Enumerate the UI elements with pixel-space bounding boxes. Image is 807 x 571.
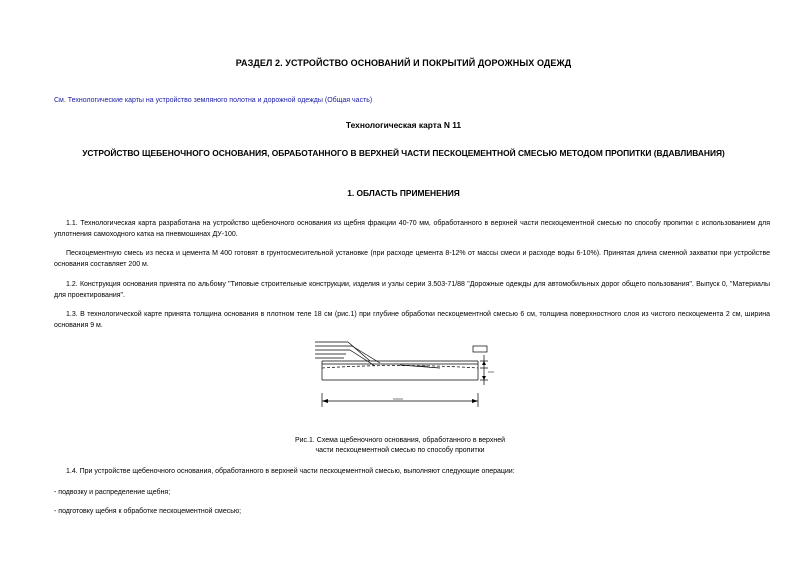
paragraph-1-2: 1.2. Конструкция основания принята по альбому "Типовые строительные конструкции, изделия и узлы серии 3.503-71/88 "Дорожные одежды для автомобильных дорог общего пользования". Выпуск 0, "Материалы для проектирования". xyxy=(54,281,770,299)
main-title: УСТРОЙСТВО ЩЕБЕНОЧНОГО ОСНОВАНИЯ, ОБРАБОТАННОГО В ВЕРХНЕЙ ЧАСТИ ПЕСКОЦЕМЕНТНОЙ СМЕСЬЮ МЕТОДОМ ПРОПИТКИ (ВДАВЛИВАНИЯ) xyxy=(82,148,725,158)
paragraph-1-1: 1.1. Технологическая карта разработана на устройство щебеночного основания из щебня фракции 40-70 мм, обработанного в верхней части пескоцементной смесью по способу пропитки с использованием для уплотнения самоходного катка на пневмошинах ДУ-100. xyxy=(54,220,770,238)
list-item: - подготовку щебня к обработке пескоцементной смесью; xyxy=(54,508,242,515)
section-heading: 1. ОБЛАСТЬ ПРИМЕНЕНИЯ xyxy=(347,188,460,198)
figure-caption xyxy=(230,436,570,456)
paragraph-mix: Пескоцементную смесь из песка и цемента М 400 готовят в грунтосмесительной установке (при расходе цемента 8-12% от массы смеси и расходе воды 6-10%). Принятая длина сменной захватки при устройстве основания составляет 200 м. xyxy=(54,250,770,268)
figure-caption-line-1: Рис.1. Схема щебеночного основания, обработанного в верхней xyxy=(294,437,506,444)
figure-caption-line-2: части пескоцементной смесью по способу пропитки xyxy=(315,447,485,454)
paragraph-1-4: 1.4. При устройстве щебеночного основания, обработанного в верхней части пескоцементной смесью, выполняют следующие операции: xyxy=(66,468,515,475)
section-title: РАЗДЕЛ 2. УСТРОЙСТВО ОСНОВАНИЙ И ПОКРЫТИЙ ДОРОЖНЫХ ОДЕЖД xyxy=(235,58,572,68)
figure-base-diagram xyxy=(290,335,520,430)
card-title: Технологическая карта N 11 xyxy=(345,120,462,130)
list-item: - подвозку и распределение щебня; xyxy=(54,489,171,496)
paragraph-1-3: 1.3. В технологической карте принята толщина основания в плотном теле 18 см (рис.1) при глубине обработки пескоцементной смесью 6 см, толщина поверхностного слоя из чистого пескоцемента 2 см, ширина основания 9 м. xyxy=(54,311,770,329)
reference-link[interactable]: См. Технологические карты на устройство земляного полотна и дорожной одежды (Общая часть) xyxy=(54,97,373,104)
